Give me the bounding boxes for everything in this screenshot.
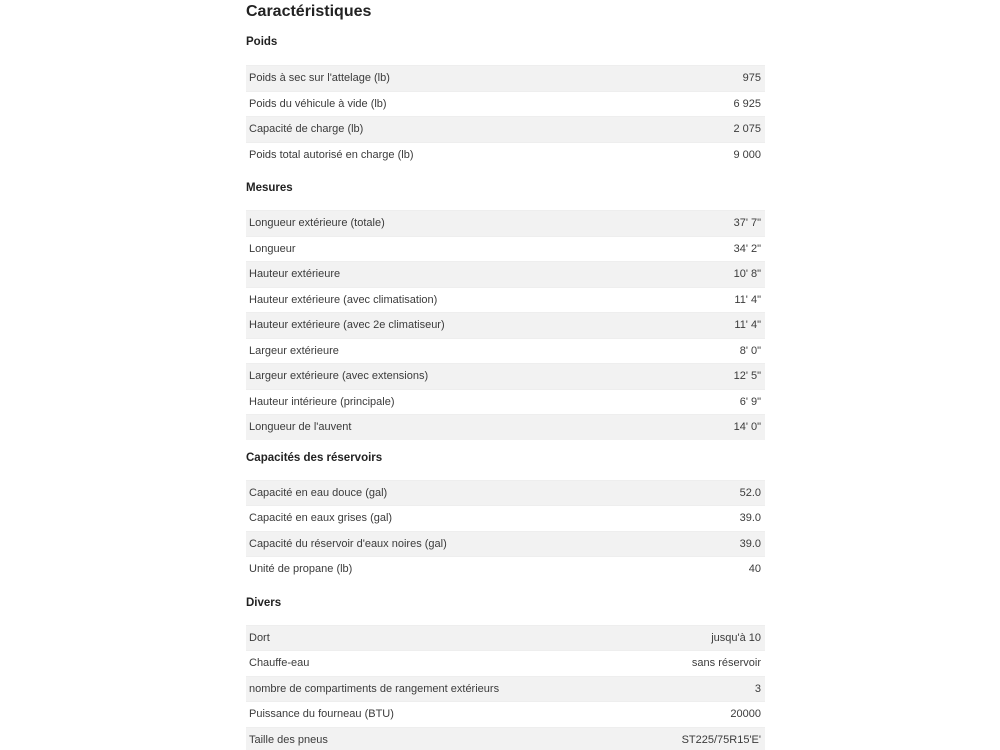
- spec-label: Dort: [249, 631, 270, 644]
- spec-value: 2 075: [733, 123, 761, 136]
- spec-row: [246, 531, 765, 557]
- spec-label: Longueur de l'auvent: [249, 421, 352, 434]
- spec-label: Taille des pneus: [249, 733, 328, 746]
- spec-value: 10' 8": [733, 268, 761, 281]
- spec-row: [246, 338, 765, 364]
- spec-value: 3: [754, 682, 761, 695]
- spec-row: [246, 727, 765, 750]
- spec-table: [246, 65, 765, 167]
- spec-value: 52.0: [739, 486, 761, 499]
- section-reservoirs: [246, 451, 765, 582]
- spec-value: sans réservoir: [691, 657, 761, 670]
- spec-row: [246, 556, 765, 582]
- spec-value: 11' 4": [734, 293, 761, 306]
- spec-value: 14' 0": [733, 421, 761, 434]
- spec-row: [246, 414, 765, 440]
- spec-label: Poids à sec sur l'attelage (lb): [249, 72, 390, 85]
- spec-label: Largeur extérieure: [249, 344, 339, 357]
- spec-value: 39.0: [739, 512, 761, 525]
- spec-label: Capacité en eaux grises (gal): [249, 512, 393, 525]
- spec-label: Hauteur intérieure (principale): [249, 395, 395, 408]
- spec-row: [246, 236, 765, 262]
- spec-label: Largeur extérieure (avec extensions): [249, 370, 429, 383]
- spec-label: Chauffe-eau: [249, 657, 310, 670]
- spec-table: [246, 625, 765, 750]
- spec-table: [246, 210, 765, 440]
- spec-value: 20000: [730, 708, 761, 721]
- spec-row: [246, 676, 765, 702]
- spec-label: Hauteur extérieure (avec 2e climatiseur): [249, 319, 445, 332]
- section-title: Capacités des réservoirs: [246, 451, 383, 464]
- spec-label: Poids du véhicule à vide (lb): [249, 97, 387, 110]
- spec-value: 11' 4": [734, 319, 761, 332]
- section-title: Mesures: [246, 182, 293, 194]
- spec-label: Longueur: [249, 242, 296, 255]
- spec-label: Puissance du fourneau (BTU): [249, 708, 394, 721]
- spec-table: [246, 480, 765, 582]
- spec-label: Hauteur extérieure (avec climatisation): [249, 293, 438, 306]
- spec-row: [246, 701, 765, 727]
- spec-row: [246, 480, 765, 506]
- spec-label: Capacité en eau douce (gal): [249, 486, 388, 499]
- spec-label: Capacité du réservoir d'eaux noires (gal): [249, 537, 447, 550]
- spec-row: [246, 261, 765, 287]
- section-title: Poids: [246, 36, 278, 48]
- spec-value: 12' 5": [733, 370, 761, 383]
- spec-value: 37' 7": [733, 217, 761, 230]
- section-divers: [246, 596, 765, 750]
- section-title: Divers: [246, 596, 282, 609]
- spec-value: ST225/75R15'E': [681, 733, 761, 746]
- spec-value: 6 925: [733, 97, 761, 110]
- spec-row: [246, 142, 765, 168]
- spec-row: [246, 363, 765, 389]
- spec-value: 9 000: [733, 148, 761, 161]
- spec-row: [246, 650, 765, 676]
- spec-label: Poids total autorisé en charge (lb): [249, 148, 414, 161]
- section-mesures: [246, 181, 765, 440]
- spec-label: Hauteur extérieure: [249, 268, 341, 281]
- spec-value: 40: [748, 563, 761, 576]
- spec-value: 975: [742, 72, 761, 85]
- spec-label: Longueur extérieure (totale): [249, 217, 385, 230]
- spec-row: [246, 65, 765, 91]
- spec-row: [246, 91, 765, 117]
- spec-row: [246, 389, 765, 415]
- spec-value: 39.0: [739, 537, 761, 550]
- spec-value: 6' 9": [739, 395, 761, 408]
- spec-row: [246, 287, 765, 313]
- specifications-panel: [246, 0, 765, 750]
- page-title: Caractéristiques: [246, 3, 372, 20]
- spec-row: [246, 625, 765, 651]
- section-poids: [246, 35, 765, 167]
- spec-label: Capacité de charge (lb): [249, 123, 364, 136]
- spec-value: jusqu'à 10: [711, 631, 761, 644]
- spec-label: Unité de propane (lb): [249, 563, 353, 576]
- spec-value: 8' 0": [739, 344, 761, 357]
- spec-row: [246, 116, 765, 142]
- spec-row: [246, 210, 765, 236]
- spec-row: [246, 505, 765, 531]
- spec-row: [246, 312, 765, 338]
- spec-label: nombre de compartiments de rangement extérieurs: [249, 682, 500, 695]
- spec-value: 34' 2": [733, 242, 761, 255]
